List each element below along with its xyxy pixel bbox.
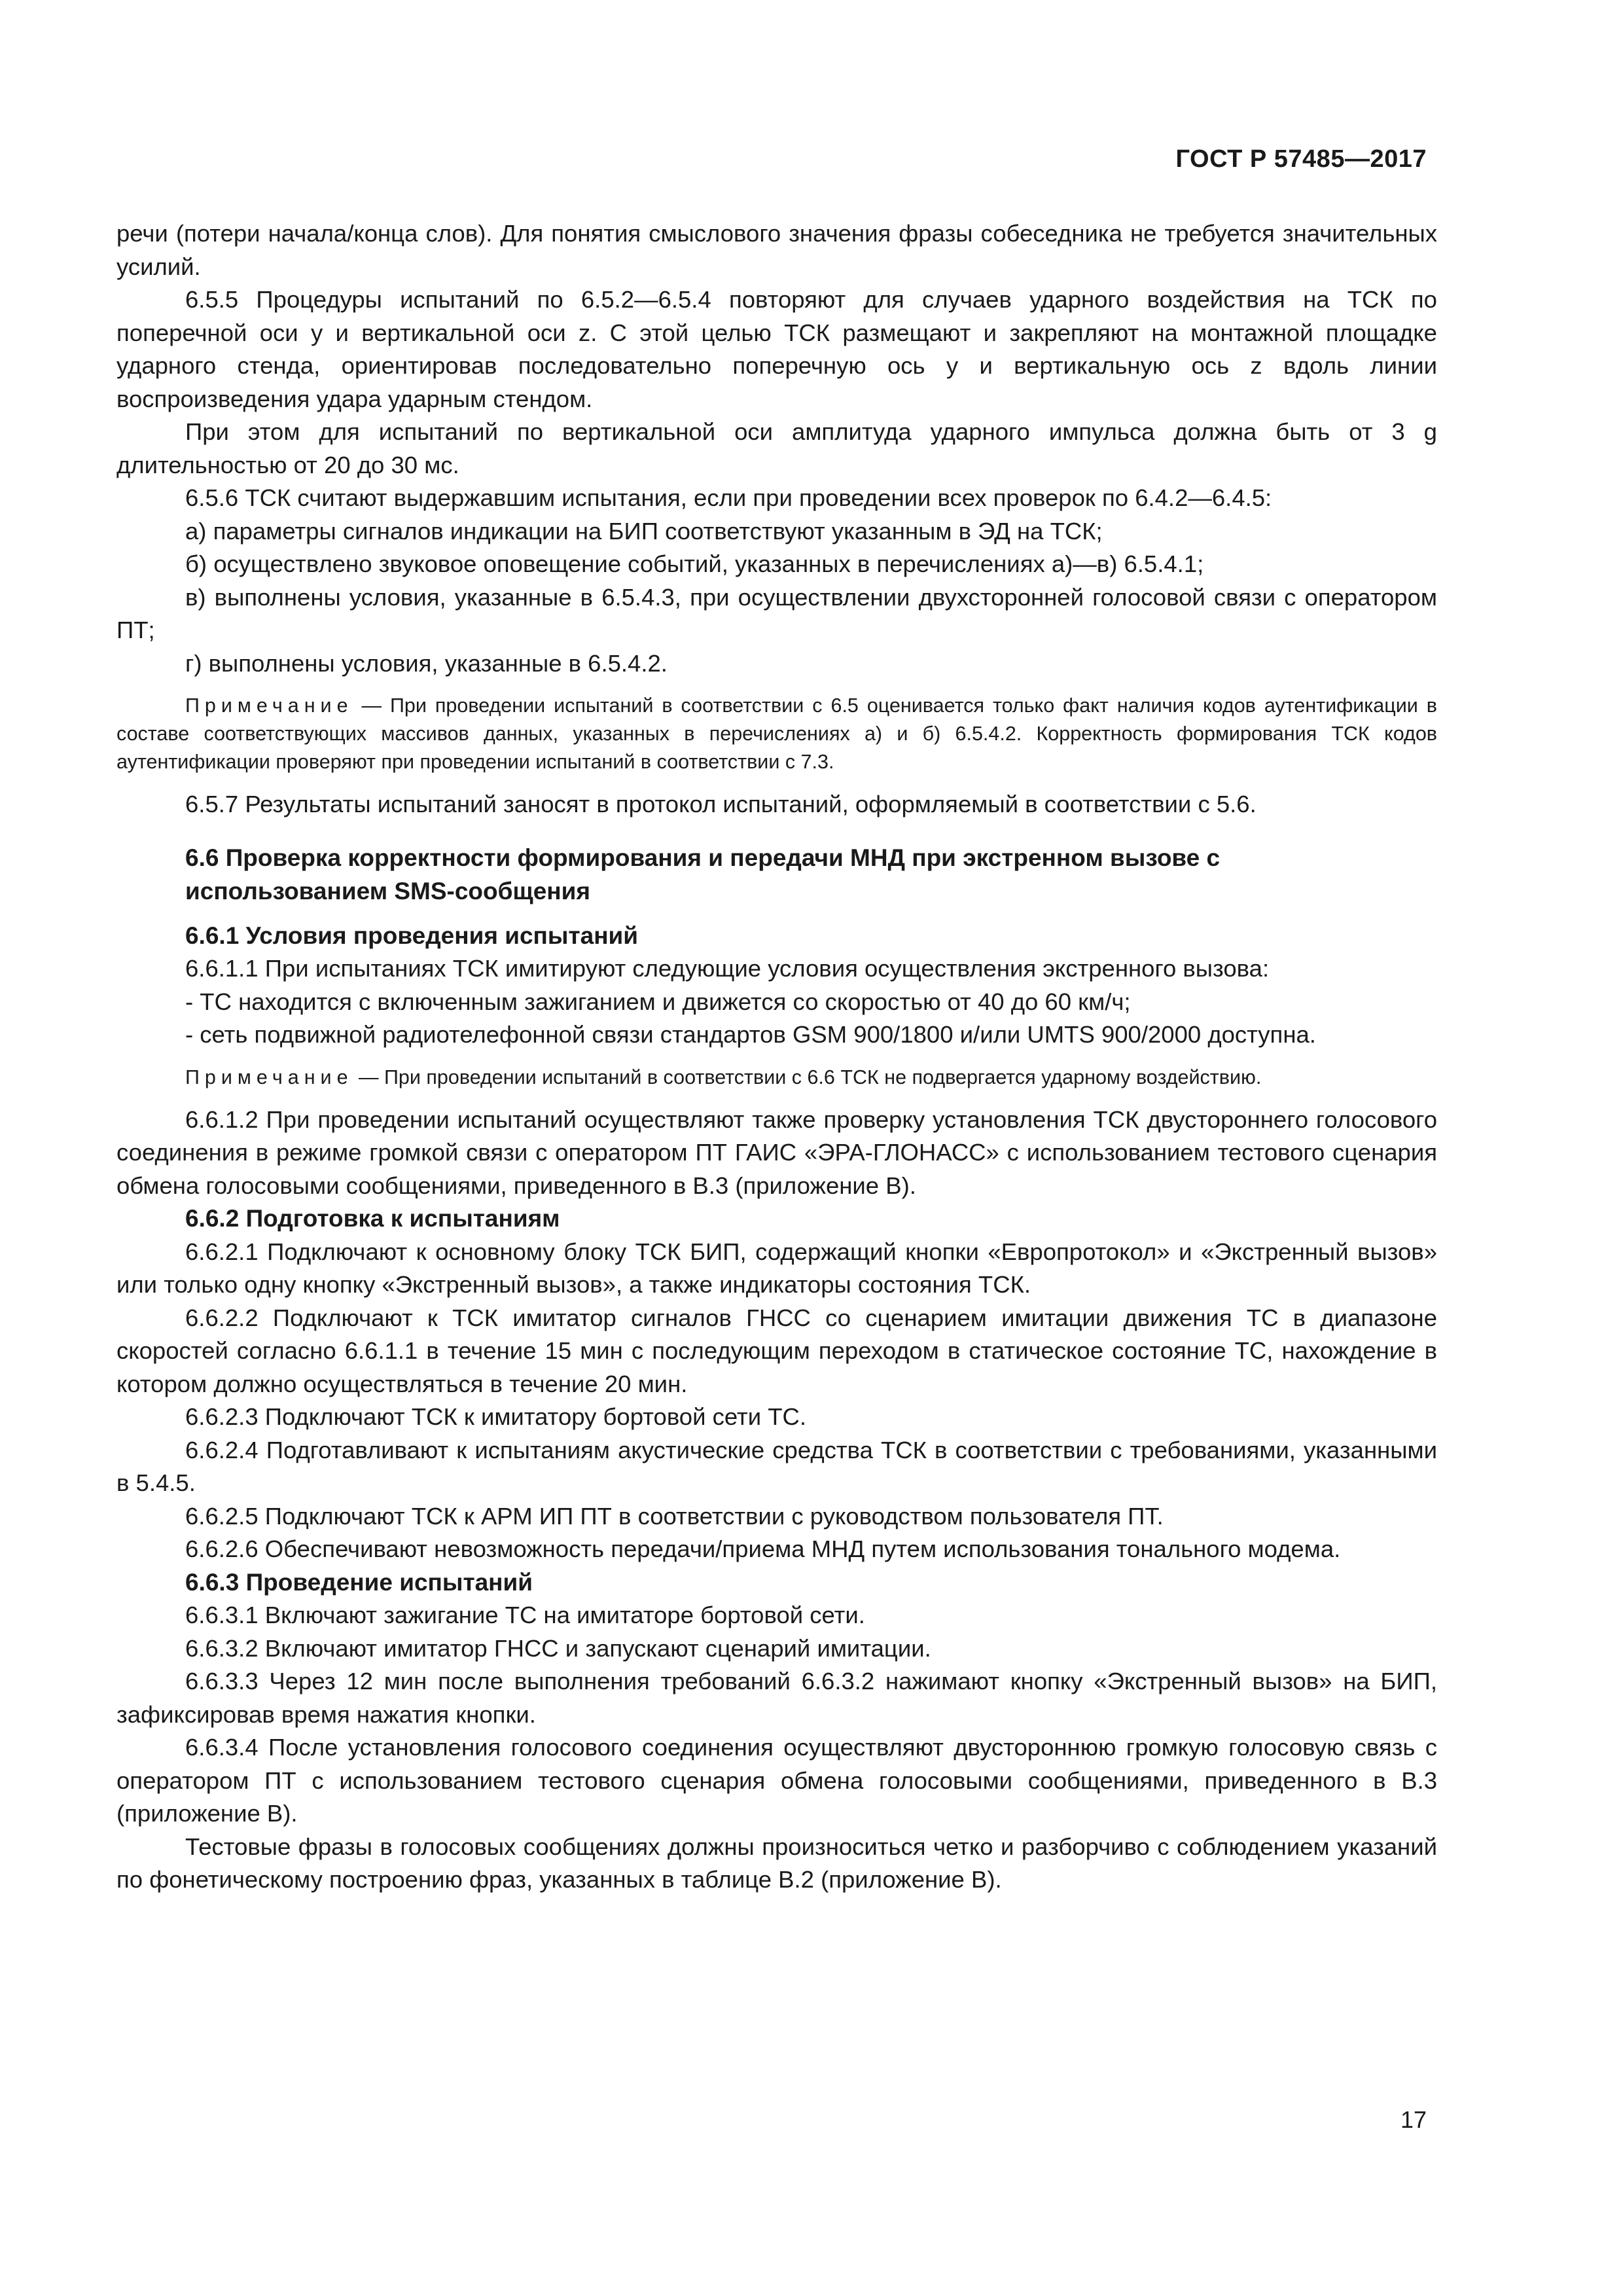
dash-list-item: - ТС находится с включенным зажиганием и движется со скоростью от 40 до 60 км/ч; (185, 988, 1131, 1015)
dash-list-item: - сеть подвижной радиотелефонной связи стандартов GSM 900/1800 и/или UMTS 900/2000 доступна. (185, 1021, 1316, 1048)
section-heading-6-6: 6.6 Проверка корректности формирования и передачи МНД при экстренном вызове с использованием SMS-сообщения (185, 844, 1221, 905)
page-number: 17 (1400, 2106, 1427, 2133)
paragraph-6-6-3-4: 6.6.3.4 После установления голосового соединения осуществляют двустороннюю громкую голосовую связь с оператором ПТ с использованием тестового сценария обмена голосовыми сообщениями, приведенного в В.3 (приложение В). (116, 1734, 1437, 1827)
paragraph: Тестовые фразы в голосовых сообщениях должны произноситься четко и разборчиво с соблюдением указаний по фонетическому построению фраз, указанных в таблице В.2 (приложение В). (116, 1833, 1437, 1893)
paragraph-6-6-2-4: 6.6.2.4 Подготавливают к испытаниям акустические средства ТСК в соответствии с требованиями, указанными в 5.4.5. (116, 1436, 1437, 1496)
note-text: — При проведении испытаний в соответствии с 6.5 оценивается только факт наличия кодов аутентификации в составе соответствующих массивов данных, указанных в перечислениях а) и б) 6.5.4.2. Корректность формирования ТСК кодов аутентификации проверяют при проведении испытаний в соответствии с 7.3. (116, 694, 1437, 773)
paragraph-6-6-2-5: 6.6.2.5 Подключают ТСК к АРМ ИП ПТ в соответствии с руководством пользователя ПТ. (185, 1502, 1164, 1530)
paragraph-6-5-7: 6.5.7 Результаты испытаний заносят в протокол испытаний, оформляемый в соответствии с 5.6. (185, 791, 1257, 817)
paragraph-6-5-5: 6.5.5 Процедуры испытаний по 6.5.2—6.5.4 повторяют для случаев ударного воздействия на ТСК по поперечной оси y и вертикальной оси z. С этой целью ТСК размещают и закрепляют на монтажной площадке ударного стенда, ориентировав последовательно поперечную ось y и вертикальную ось z вдоль линии воспроизведения удара ударным стендом. (116, 286, 1437, 412)
paragraph: При этом для испытаний по вертикальной оси амплитуда ударного импульса должна быть от 3 g длительностью от 20 до 30 мс. (116, 418, 1437, 478)
paragraph-6-6-1-2: 6.6.1.2 При проведении испытаний осуществляют также проверку установления ТСК двустороннего голосового соединения в режиме громкой связи с оператором ПТ ГАИС «ЭРА-ГЛОНАСС» с использованием тестового сценария обмена голосовыми сообщениями, приведенного в В.3 (приложение В). (116, 1105, 1437, 1199)
paragraph: речи (потери начала/конца слов). Для понятия смыслового значения фразы собеседника не требуется значительных усилий. (116, 220, 1437, 280)
paragraph-6-5-6: 6.5.6 ТСК считают выдержавшим испытания, если при проведении всех проверок по 6.4.2—6.4.5: (185, 484, 1272, 511)
list-item-a: а) параметры сигналов индикации на БИП соответствуют указанным в ЭД на ТСК; (185, 517, 1103, 545)
note-text: — При проведении испытаний в соответствии с 6.6 ТСК не подвергается ударному воздействию. (353, 1066, 1262, 1088)
paragraph-6-6-1-1: 6.6.1.1 При испытаниях ТСК имитируют следующие условия осуществления экстренного вызова: (185, 955, 1270, 982)
subsection-heading-6-6-2: 6.6.2 Подготовка к испытаниям (185, 1205, 560, 1232)
paragraph-6-6-2-3: 6.6.2.3 Подключают ТСК к имитатору бортовой сети ТС. (185, 1403, 807, 1430)
paragraph-6-6-3-3: 6.6.3.3 Через 12 мин после выполнения требований 6.6.3.2 нажимают кнопку «Экстренный вызов» на БИП, зафиксировав время нажатия кнопки. (116, 1668, 1437, 1728)
paragraph-6-6-2-6: 6.6.2.6 Обеспечивают невозможность передачи/приема МНД путем использования тонального модема. (185, 1535, 1341, 1562)
paragraph-6-6-3-1: 6.6.3.1 Включают зажигание ТС на имитаторе бортовой сети. (185, 1602, 865, 1628)
list-item-v: в) выполнены условия, указанные в 6.5.4.3, при осуществлении двухсторонней голосовой связи с оператором ПТ; (116, 583, 1437, 643)
standard-header: ГОСТ Р 57485—2017 (1175, 145, 1427, 173)
note-label: Примечание (185, 1066, 353, 1088)
note-block (116, 692, 1437, 776)
paragraph-6-6-2-1: 6.6.2.1 Подключают к основному блоку ТСК БИП, содержащий кнопки «Европротокол» и «Экстренный вызов» или только одну кнопку «Экстренный вызов», а также индикаторы состояния ТСК. (116, 1238, 1437, 1298)
list-item-g: г) выполнены условия, указанные в 6.5.4.2. (185, 649, 668, 677)
page-content (116, 217, 1437, 1897)
paragraph-6-6-2-2: 6.6.2.2 Подключают к ТСК имитатор сигналов ГНСС со сценарием имитации движения ТС в диапазоне скоростей согласно 6.6.1.1 в течение 15 мин с последующим переходом в статическое состояние ТС, нахождение в котором должно осуществляться в течение 20 мин. (116, 1304, 1437, 1397)
note-block (116, 1064, 1437, 1092)
subsection-heading-6-6-3: 6.6.3 Проведение испытаний (185, 1568, 533, 1596)
subsection-heading-6-6-1: 6.6.1 Условия проведения испытаний (185, 922, 639, 949)
note-label: Примечание (185, 694, 353, 717)
paragraph-6-6-3-2: 6.6.3.2 Включают имитатор ГНСС и запускают сценарий имитации. (185, 1634, 931, 1662)
list-item-b: б) осуществлено звуковое оповещение событий, указанных в перечислениях а)—в) 6.5.4.1; (185, 550, 1204, 577)
